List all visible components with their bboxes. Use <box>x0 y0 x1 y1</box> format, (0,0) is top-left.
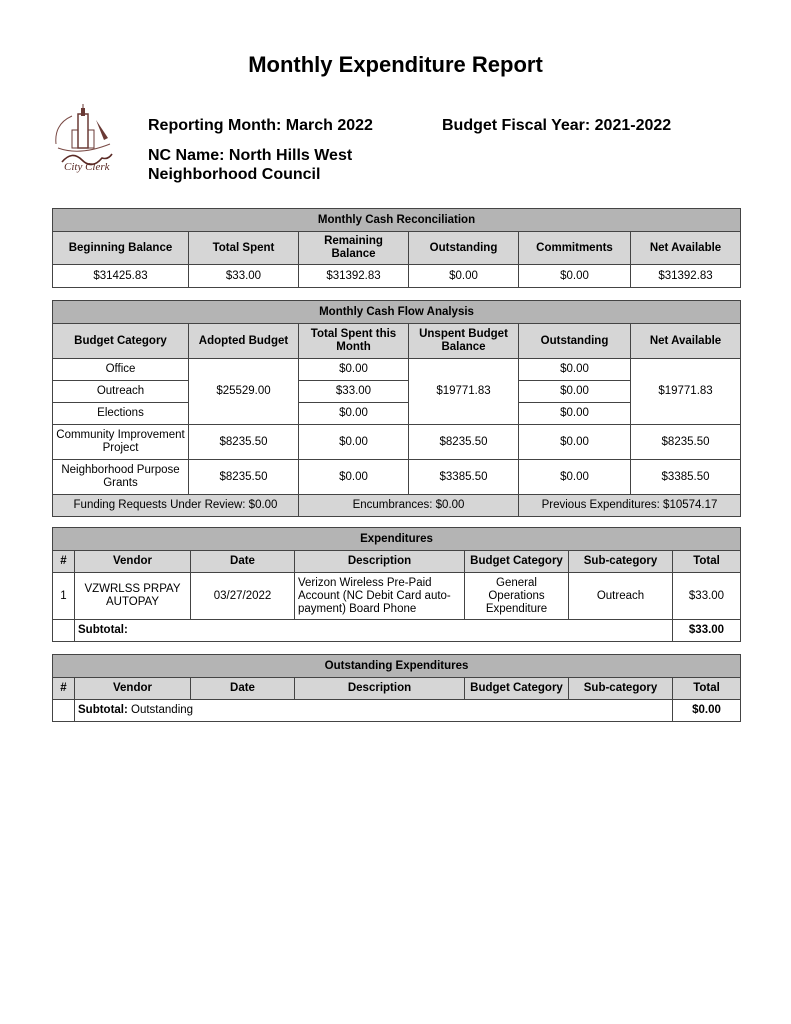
budget-category-cell: General Operations Expenditure <box>465 573 569 620</box>
subtotal-value: $33.00 <box>673 620 741 642</box>
outstanding-expenditures-table <box>52 654 741 722</box>
spent-cell: $0.00 <box>299 460 409 495</box>
subtotal-label: Subtotal: <box>78 704 128 716</box>
outstanding-cell: $0.00 <box>519 359 631 381</box>
table-title: Outstanding Expenditures <box>53 655 741 678</box>
reporting-month: Reporting Month: March 2022 <box>148 117 373 134</box>
table-row <box>53 359 741 381</box>
column-header: Beginning Balance <box>53 232 189 265</box>
outstanding-cell: $0.00 <box>519 425 631 460</box>
outstanding-cell: $0.00 <box>519 460 631 495</box>
column-header: Description <box>295 551 465 573</box>
net-available-value: $31392.83 <box>631 265 741 288</box>
table-title: Monthly Cash Reconciliation <box>53 209 741 232</box>
column-header: Date <box>191 551 295 573</box>
table-row <box>53 573 741 620</box>
column-header: Budget Category <box>465 678 569 700</box>
column-header: Net Available <box>631 324 741 359</box>
subtotal-row-label <box>75 700 673 722</box>
column-header: Total <box>673 678 741 700</box>
column-header: Vendor <box>75 551 191 573</box>
total-cell: $33.00 <box>673 573 741 620</box>
category-cell: Community Improvement Project <box>53 425 189 460</box>
adopted-budget-cell: $8235.50 <box>189 460 299 495</box>
outstanding-cell: $0.00 <box>519 403 631 425</box>
budget-fiscal-year: Budget Fiscal Year: 2021-2022 <box>442 117 672 134</box>
spent-cell: $0.00 <box>299 359 409 381</box>
vendor-cell: VZWRLSS PRPAY AUTOPAY <box>75 573 191 620</box>
previous-expenditures-summary: Previous Expenditures: $10574.17 <box>519 495 741 517</box>
column-header: Remaining Balance <box>299 232 409 265</box>
subtotal-label: Subtotal: <box>75 620 673 642</box>
outstanding-cell: $0.00 <box>519 381 631 403</box>
table-title: Monthly Cash Flow Analysis <box>53 301 741 324</box>
column-header: # <box>53 678 75 700</box>
column-header: Outstanding <box>409 232 519 265</box>
outstanding-value: $0.00 <box>409 265 519 288</box>
column-header: Budget Category <box>53 324 189 359</box>
net-available-cell: $3385.50 <box>631 460 741 495</box>
column-header: Total Spent this Month <box>299 324 409 359</box>
subtotal-suffix: Outstanding <box>127 704 194 716</box>
subtotal-value: $0.00 <box>673 700 741 722</box>
column-header: Date <box>191 678 295 700</box>
row-number: 1 <box>53 573 75 620</box>
cash-reconciliation-table <box>52 208 741 288</box>
city-clerk-seal-logo <box>50 104 120 176</box>
table-row <box>53 425 741 460</box>
subcategory-cell: Outreach <box>569 573 673 620</box>
cash-flow-table <box>52 300 741 517</box>
adopted-budget-cell: $25529.00 <box>189 359 299 425</box>
column-header: Description <box>295 678 465 700</box>
spent-cell: $0.00 <box>299 425 409 460</box>
beginning-balance-value: $31425.83 <box>53 265 189 288</box>
column-header: Total <box>673 551 741 573</box>
column-header: Sub-category <box>569 551 673 573</box>
unspent-balance-cell: $3385.50 <box>409 460 519 495</box>
commitments-value: $0.00 <box>519 265 631 288</box>
adopted-budget-cell: $8235.50 <box>189 425 299 460</box>
nc-name: NC Name: North Hills West Neighborhood Council <box>148 147 353 183</box>
column-header: Unspent Budget Balance <box>409 324 519 359</box>
total-spent-value: $33.00 <box>189 265 299 288</box>
category-cell: Office <box>53 359 189 381</box>
column-header: Total Spent <box>189 232 299 265</box>
unspent-balance-cell: $8235.50 <box>409 425 519 460</box>
column-header: Adopted Budget <box>189 324 299 359</box>
table-title: Expenditures <box>53 528 741 551</box>
net-available-cell: $19771.83 <box>631 359 741 425</box>
expenditures-table <box>52 527 741 642</box>
column-header: # <box>53 551 75 573</box>
column-header: Outstanding <box>519 324 631 359</box>
page-title: Monthly Expenditure Report <box>248 52 543 77</box>
column-header: Vendor <box>75 678 191 700</box>
remaining-balance-value: $31392.83 <box>299 265 409 288</box>
column-header: Commitments <box>519 232 631 265</box>
category-cell: Neighborhood Purpose Grants <box>53 460 189 495</box>
date-cell: 03/27/2022 <box>191 573 295 620</box>
category-cell: Elections <box>53 403 189 425</box>
spent-cell: $0.00 <box>299 403 409 425</box>
encumbrances-summary: Encumbrances: $0.00 <box>299 495 519 517</box>
spent-cell: $33.00 <box>299 381 409 403</box>
net-available-cell: $8235.50 <box>631 425 741 460</box>
svg-text:City Clerk: City Clerk <box>64 161 110 173</box>
column-header: Sub-category <box>569 678 673 700</box>
column-header: Net Available <box>631 232 741 265</box>
unspent-balance-cell: $19771.83 <box>409 359 519 425</box>
category-cell: Outreach <box>53 381 189 403</box>
table-row <box>53 460 741 495</box>
column-header: Budget Category <box>465 551 569 573</box>
description-cell: Verizon Wireless Pre-Paid Account (NC Debit Card auto-payment) Board Phone <box>295 573 465 620</box>
funding-requests-summary: Funding Requests Under Review: $0.00 <box>53 495 299 517</box>
